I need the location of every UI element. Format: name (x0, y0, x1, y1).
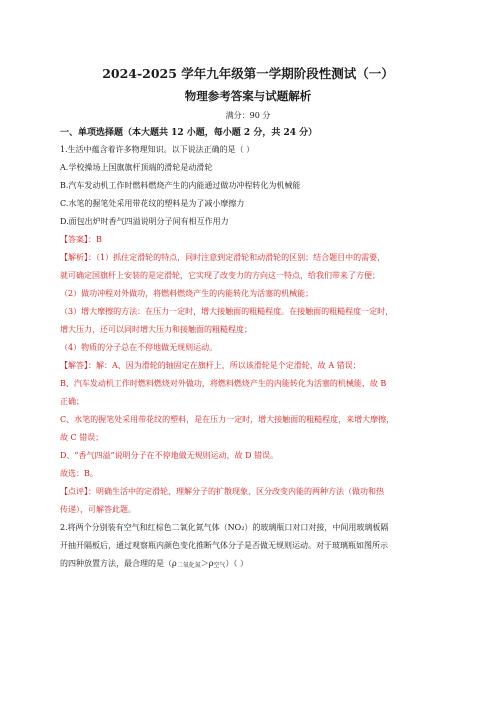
q1-solution-line: 正确； (60, 397, 84, 406)
q1-answer: 【答案】：B (60, 235, 102, 244)
q2-density-sub-air: 空气 (213, 562, 226, 569)
q1-analysis-line: 【解析】：（1）抓住定滑轮的特点，同时注意到定滑轮和动滑轮的区别；结合题目中的需要， (60, 253, 386, 262)
q1-solution-line: C、水笔的握笔处采用带花纹的塑料，是在压力一定时，增大接触面的粗糙程度，来增大摩擦， (60, 415, 395, 424)
q2-stem-line: 2.将两个分别装有空气和红棕色二氧化氮气体（NO₂）的玻璃瓶口对口对接，中间用玻璃板隔 (60, 523, 389, 532)
q1-solution-line: 【解答】：解：A、因为滑轮的轴固定在旗杆上，所以该滑轮是个定滑轮，故 A 错误； (60, 361, 361, 370)
document-title: 2024-2025 学年九年级第一学期阶段性测试（一） (102, 66, 394, 81)
q2-density-open: （ρ (164, 559, 177, 568)
q1-solution-line: D、“香气四溢”说明分子在不停地做无规则运动，故 D 错误。 (60, 451, 279, 460)
q1-analysis-line: 增大压力，还可以同时增大压力和接触面的粗糙程度； (60, 325, 252, 334)
q1-analysis-line: （4）物质的分子总在不停地做无规则运动。 (60, 343, 218, 352)
q2-stem-last-line (60, 559, 445, 571)
q1-option-c: C.水笔的握笔处采用带花纹的塑料是为了减小摩擦力 (60, 199, 245, 208)
q1-analysis-line: （2）做功冲程对外做功，将燃料燃烧产生的内能转化为活塞的机械能； (60, 289, 314, 298)
q2-stem-line: 开抽开隔板后，通过观察瓶内颜色变化推断气体分子是否做无规则运动。对于玻璃瓶如图所示 (60, 541, 388, 550)
q1-option-b: B.汽车发动机工作时燃料燃烧产生的内能通过做功冲程转化为机械能 (60, 181, 301, 190)
q1-analysis-line: （3）增大摩擦的方法：在压力一定时，增大接触面的粗糙程度。在接触面的粗糙程度一定时， (60, 307, 394, 316)
section-heading: 一、单项选择题（本大题共 12 小题，每小题 2 分，共 24 分） (60, 128, 318, 138)
q1-stem: 1.生活中蕴含着许多物理知识。以下说法正确的是（ ） (60, 145, 255, 154)
q1-analysis-line: 就可确定国旗杆上安装的是定滑轮，它实现了改变力的方向这一特点，给我们带来了方便； (60, 271, 380, 280)
q2-density-close: ）（ ） (225, 559, 248, 568)
q1-option-a: A.学校操场上国旗旗杆顶端的滑轮是动滑轮 (60, 163, 213, 172)
q1-comment-line: 传递），可解答此题。 (60, 505, 136, 514)
q1-comment-line: 【点评】：明确生活中的定滑轮、理解分子的扩散现象、区分改变内能的两种方法（做功和热 (60, 487, 384, 496)
full-score: 满分：90 分 (225, 111, 271, 120)
q2-density-compare: ＞ρ (200, 559, 214, 568)
q1-option-d: D.面包出炉时香气四溢说明分子间有相互作用力 (60, 217, 229, 226)
q2-stem-line: 的四种放置方法，最合理的是 (60, 559, 164, 568)
q2-density-sub-no2: 二氧化氮 (176, 562, 201, 569)
document-subtitle: 物理参考答案与试题解析 (184, 89, 312, 103)
q1-solution-line: B、汽车发动机工作时燃料燃烧对外做功，将燃料燃烧产生的内能转化为活塞的机械能，故 B (60, 379, 387, 388)
q1-solution-line: 故选：B。 (60, 469, 98, 478)
q1-solution-line: 故 C 错误； (60, 433, 104, 442)
